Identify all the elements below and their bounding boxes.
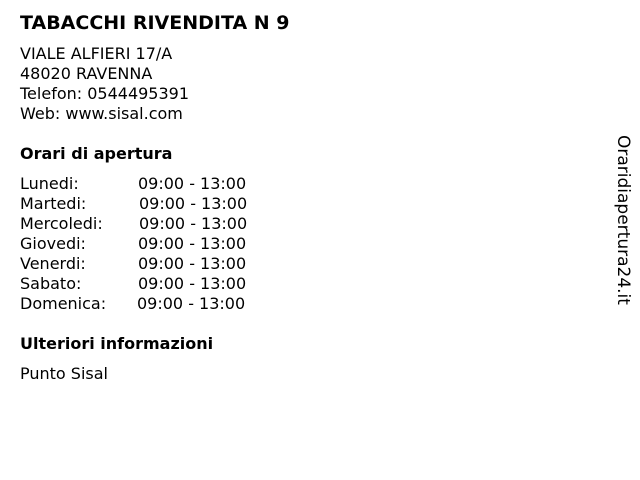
- time-range: 09:00 - 13:00: [138, 274, 247, 293]
- address-city: 48020 RAVENNA: [20, 64, 153, 83]
- day-label: Mercoledi:: [20, 214, 103, 233]
- store-phone: Telefon: 0544495391: [20, 84, 190, 103]
- time-range: 09:00 - 13:00: [138, 254, 247, 273]
- further-info-heading: Ulteriori informazioni: [20, 334, 214, 353]
- time-range: 09:00 - 13:00: [138, 234, 247, 253]
- store-website: Web: www.sisal.com: [20, 104, 183, 123]
- day-label: Lunedi:: [20, 174, 79, 193]
- day-label: Domenica:: [20, 294, 107, 313]
- store-name: TABACCHI RIVENDITA N 9: [20, 12, 290, 34]
- day-label: Giovedi:: [20, 234, 86, 253]
- further-info-text: Punto Sisal: [20, 364, 108, 383]
- day-label: Martedi:: [20, 194, 87, 213]
- opening-hours-heading: Orari di apertura: [20, 144, 173, 163]
- time-range: 09:00 - 13:00: [138, 174, 247, 193]
- day-label: Venerdi:: [20, 254, 86, 273]
- time-range: 09:00 - 13:00: [137, 294, 246, 313]
- time-range: 09:00 - 13:00: [139, 194, 248, 213]
- address-street: VIALE ALFIERI 17/A: [20, 44, 173, 63]
- day-label: Sabato:: [20, 274, 82, 293]
- store-address-block: [20, 44, 189, 124]
- time-range: 09:00 - 13:00: [139, 214, 248, 233]
- brand-watermark: Oraridiapertura24.it: [613, 135, 633, 305]
